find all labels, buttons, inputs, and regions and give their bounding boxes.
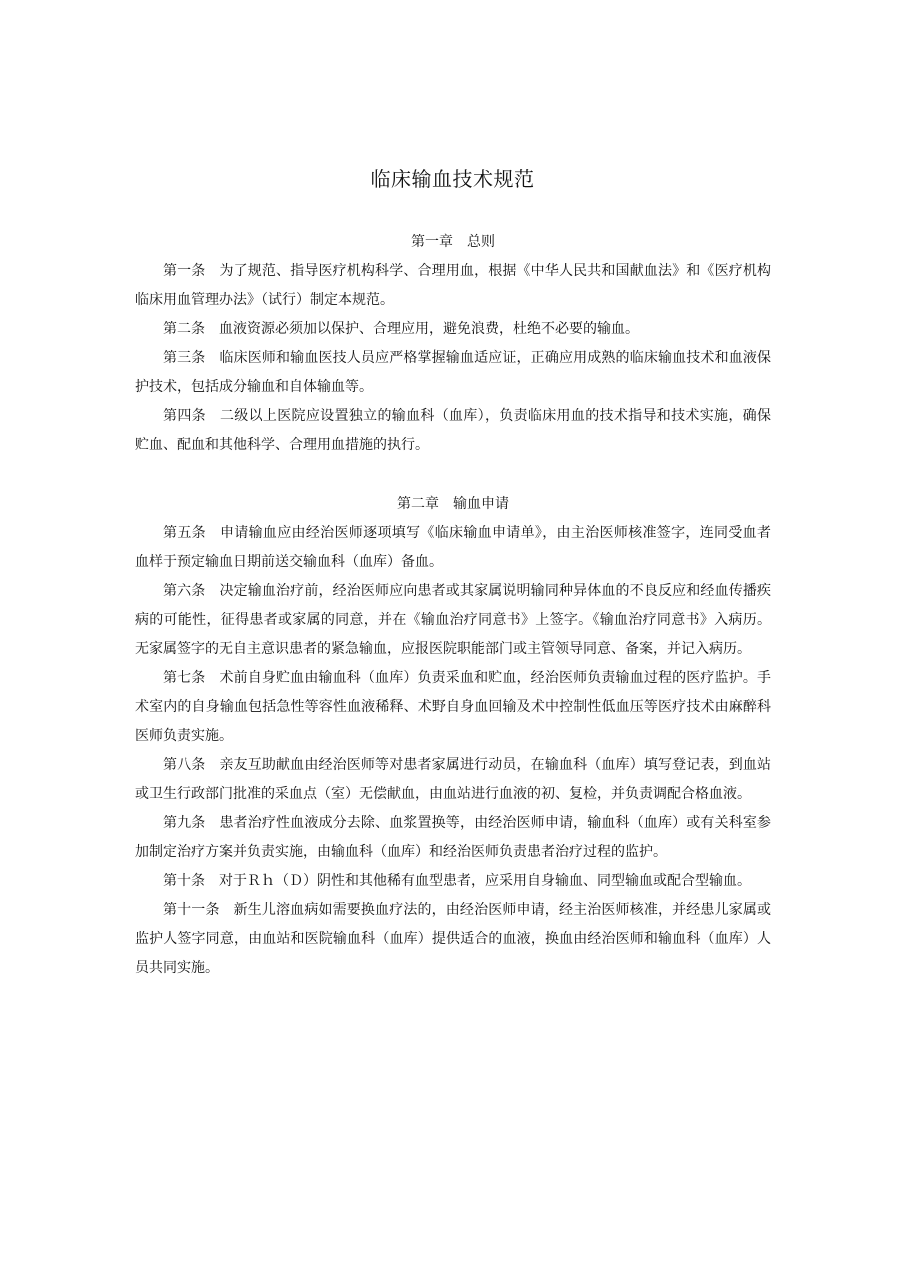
document-body: [135, 228, 771, 983]
article-4: [135, 402, 771, 460]
article-text: 申请输血应由经治医师逐项填写《临床输血申请单》，由主治医师核准签字，连同受血者血样于预定输血日期前送交输血科（血库）备血。: [135, 525, 771, 570]
article-text: 术前自身贮血由输血科（血库）负责采血和贮血，经治医师负责输血过程的医疗监护。手术室内的自身输血包括急性等容性血液稀释、术野自身血回输及术中控制性低血压等医疗技术由麻醉科医师负责实施。: [135, 670, 772, 744]
chapter-number: 第一章: [411, 234, 453, 250]
article-9: [135, 809, 771, 867]
article-5: [135, 519, 771, 577]
chapter-heading-1: [135, 228, 771, 257]
chapter-name: 输血申请: [453, 496, 509, 512]
article-11: [135, 896, 771, 983]
article-text: 亲友互助献血由经治医师等对患者家属进行动员，在输血科（血库）填写登记表，到血站或卫生行政部门批准的采血点（室）无偿献血，由血站进行血液的初、复检，并负责调配合格血液。: [135, 757, 772, 802]
article-number: 第四条: [163, 408, 206, 424]
article-2: [135, 315, 771, 344]
article-number: 第九条: [163, 815, 206, 831]
article-number: 第八条: [163, 757, 206, 773]
article-text: 患者治疗性血液成分去除、血浆置换等，由经治医师申请，输血科（血库）或有关科室参加制定治疗方案并负责实施，由输血科（血库）和经治医师负责患者治疗过程的监护。: [135, 815, 772, 860]
article-text: 血液资源必须加以保护、合理应用，避免浪费，杜绝不必要的输血。: [219, 321, 639, 337]
article-8: [135, 751, 771, 809]
chapter-heading-2: [135, 490, 771, 519]
article-number: 第五条: [163, 525, 206, 541]
article-7: [135, 664, 771, 751]
article-text: 对于Ｒｈ（Ｄ）阴性和其他稀有血型患者，应采用自身输血、同型输血或配合型输血。: [219, 873, 751, 889]
article-10: [135, 867, 771, 896]
article-6: [135, 577, 771, 664]
article-3: [135, 344, 771, 402]
article-number: 第十一条: [163, 902, 220, 918]
article-text: 为了规范、指导医疗机构科学、合理用血，根据《中华人民共和国献血法》和《医疗机构临床用血管理办法》（试行）制定本规范。: [135, 263, 772, 308]
article-text: 二级以上医院应设置独立的输血科（血库），负责临床用血的技术指导和技术实施，确保贮血、配血和其他科学、合理用血措施的执行。: [135, 408, 771, 453]
article-text: 新生儿溶血病如需要换血疗法的，由经治医师申请，经主治医师核准，并经患儿家属或监护人签字同意，由血站和医院输血科（血库）提供适合的血液，换血由经治医师和输血科（血库）人员共同实施。: [135, 902, 772, 976]
article-number: 第七条: [163, 670, 206, 686]
document-title: 临床输血技术规范: [370, 167, 535, 191]
article-number: 第一条: [163, 263, 206, 279]
article-number: 第十条: [163, 873, 205, 889]
article-number: 第三条: [163, 350, 206, 366]
article-number: 第六条: [163, 583, 206, 599]
article-text: 临床医师和输血医技人员应严格掌握输血适应证，正确应用成熟的临床输血技术和血液保护技术，包括成分输血和自体输血等。: [135, 350, 772, 395]
article-1: [135, 257, 771, 315]
chapter-name: 总则: [467, 234, 495, 250]
article-number: 第二条: [163, 321, 205, 337]
article-text: 决定输血治疗前，经治医师应向患者或其家属说明输同种异体血的不良反应和经血传播疾病的可能性，征得患者或家属的同意，并在《输血治疗同意书》上签字。《输血治疗同意书》入病历。无家属签字的无自主意识患者的紧急输血，应报医院职能部门或主管领导同意、备案，并记入病历。: [135, 583, 772, 657]
chapter-number: 第二章: [397, 496, 439, 512]
